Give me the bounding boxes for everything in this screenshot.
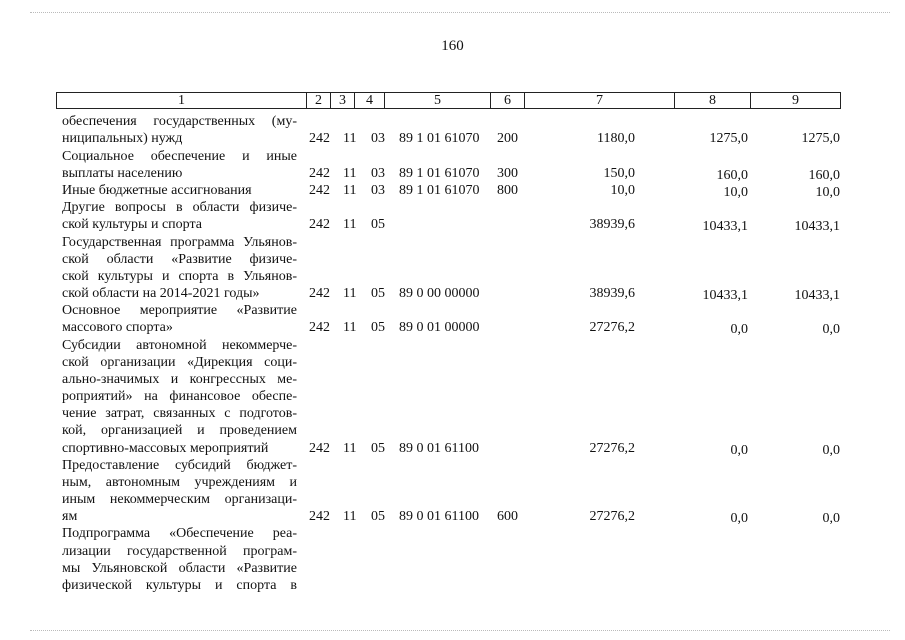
desc-line: Субсидии автономной некоммерче- [62,338,297,353]
cell-target: 89 1 01 61070 [399,131,480,146]
cell-code: 242 [309,509,330,524]
header-col-5: 5 [385,93,491,108]
cell-section: 11 [343,509,357,524]
cell-section: 11 [343,286,357,301]
desc-line: ям [62,509,78,524]
cell-type: 200 [497,131,518,146]
cell-amount-8: 0,0 [730,511,748,526]
desc-line: ской культуры и спорта в Ульянов- [62,269,297,284]
cell-code: 242 [309,217,330,232]
desc-line: Подпрограмма «Обеспечение реа- [62,526,297,541]
cell-section: 11 [343,131,357,146]
desc-line: физической культуры и спорта в [62,578,297,593]
header-col-4: 4 [355,93,385,108]
table-row [0,440,905,457]
cell-subsection: 05 [371,441,385,456]
cell-subsection: 05 [371,509,385,524]
desc-line: иным некоммерческим организаци- [62,492,297,507]
cell-type: 300 [497,166,518,181]
desc-line: ской организации «Дирекция соци- [62,355,297,370]
cell-amount-9: 160,0 [808,168,840,183]
desc-line: Другие вопросы в области физиче- [62,200,297,215]
desc-line: ской области «Развитие физиче- [62,252,297,267]
cell-section: 11 [343,320,357,335]
desc-line: ской области на 2014-2021 годы» [62,286,260,301]
desc-line: роприятий» на финансовое обеспе- [62,389,297,404]
cell-code: 242 [309,320,330,335]
cell-amount-9: 10433,1 [794,219,840,234]
cell-subsection: 05 [371,320,385,335]
cell-code: 242 [309,131,330,146]
cell-section: 11 [343,441,357,456]
cell-amount-8: 10433,1 [702,288,748,303]
desc-line: Иные бюджетные ассигнования [62,183,252,198]
table-row [0,216,905,233]
cell-amount-9: 10433,1 [794,288,840,303]
cell-amount-7: 1180,0 [597,131,635,146]
table-row [0,508,905,525]
cell-subsection: 03 [371,166,385,181]
desc-line: массового спорта» [62,320,173,335]
desc-line: Основное мероприятие «Развитие [62,303,297,318]
cell-amount-8: 160,0 [716,168,748,183]
desc-line: Государственная программа Ульянов- [62,235,297,250]
cell-code: 242 [309,441,330,456]
cell-amount-7: 38939,6 [589,217,635,232]
desc-line: ниципальных) нужд [62,131,183,146]
table-row [0,165,905,182]
cell-type: 600 [497,509,518,524]
cell-target: 89 0 01 61100 [399,509,479,524]
desc-line: чение затрат, связанных с подготов- [62,406,297,421]
desc-line: Социальное обеспечение и иные [62,149,297,164]
cell-type: 800 [497,183,518,198]
cell-amount-7: 27276,2 [589,509,635,524]
cell-section: 11 [343,217,357,232]
cell-amount-7: 27276,2 [589,441,635,456]
cell-amount-7: 27276,2 [589,320,635,335]
header-col-9: 9 [792,93,799,108]
cell-amount-7: 150,0 [603,166,635,181]
cell-code: 242 [309,166,330,181]
header-col-1: 1 [57,93,307,108]
cell-amount-7: 38939,6 [589,286,635,301]
cell-amount-9: 0,0 [822,322,840,337]
cell-amount-9: 0,0 [822,443,840,458]
header-col-7: 7 [525,93,675,108]
header-col-2: 2 [307,93,331,108]
cell-code: 242 [309,183,330,198]
desc-line: лизации государственной програм- [62,544,297,559]
cell-target: 89 0 01 61100 [399,441,479,456]
cell-subsection: 05 [371,286,385,301]
cell-subsection: 03 [371,131,385,146]
cell-amount-9: 10,0 [815,185,840,200]
cell-amount-8: 0,0 [730,443,748,458]
cell-amount-8: 10433,1 [702,219,748,234]
cell-code: 242 [309,286,330,301]
header-col-3: 3 [331,93,355,108]
table-row [0,130,905,147]
desc-line: выплаты населению [62,166,183,181]
scan-artifact-bottom [30,630,890,632]
desc-line: Предоставление субсидий бюджет- [62,458,297,473]
desc-line: ально-значимых и конгрессных ме- [62,372,297,387]
table-row [0,285,905,302]
cell-amount-9: 0,0 [822,511,840,526]
desc-line: мы Ульяновской области «Развитие [62,561,297,576]
page-number: 160 [441,38,464,54]
cell-subsection: 03 [371,183,385,198]
scan-artifact-top [30,12,890,14]
table-row [0,182,905,199]
header-col-6: 6 [491,93,525,108]
cell-amount-9: 1275,0 [801,131,840,146]
cell-target: 89 0 00 00000 [399,286,480,301]
cell-amount-8: 0,0 [730,322,748,337]
cell-amount-7: 10,0 [610,183,635,198]
header-col-8: 8 [675,93,751,108]
cell-target: 89 1 01 61070 [399,166,480,181]
cell-target: 89 0 01 00000 [399,320,480,335]
cell-subsection: 05 [371,217,385,232]
desc-line: ным, автономным учреждениям и [62,475,297,490]
desc-line: обеспечения государственных (му- [62,114,297,129]
cell-target: 89 1 01 61070 [399,183,480,198]
cell-section: 11 [343,166,357,181]
cell-amount-8: 10,0 [723,185,748,200]
table-header [56,92,841,109]
desc-line: спортивно-массовых мероприятий [62,441,269,456]
desc-line: ской культуры и спорта [62,217,202,232]
desc-line: кой, организацией и проведением [62,423,297,438]
table-row [0,319,905,336]
cell-amount-8: 1275,0 [709,131,748,146]
cell-section: 11 [343,183,357,198]
